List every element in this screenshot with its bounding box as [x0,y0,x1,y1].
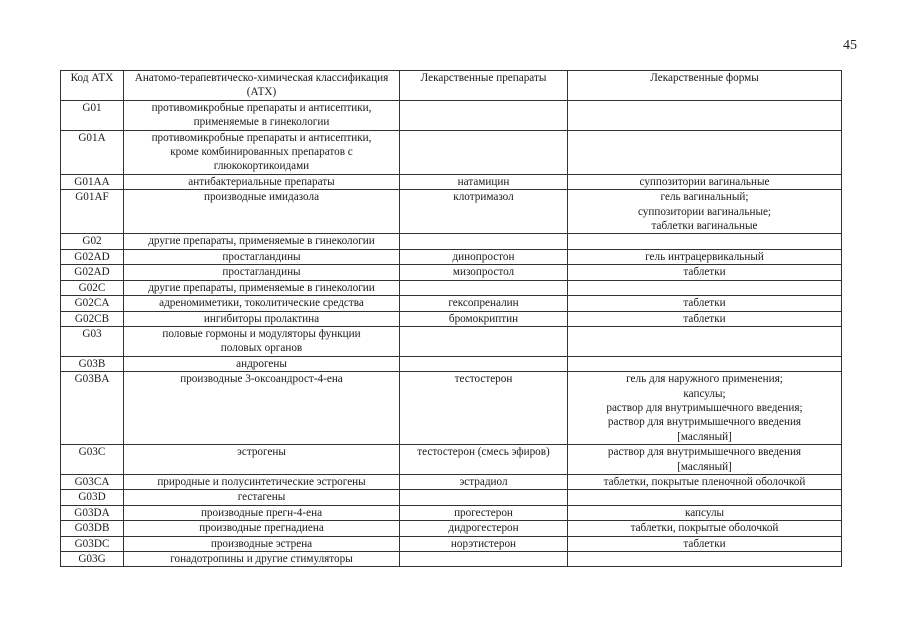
cell-form: таблетки, покрытые оболочкой [568,521,842,536]
cell-code: G02CA [61,296,124,311]
header-forms: Лекарственные формы [568,71,842,101]
cell-form [568,326,842,356]
table-row [61,356,842,371]
cell-classification: простагландины [124,249,400,264]
cell-form: гель вагинальный; суппозитории вагинальные; таблетки вагинальные [568,190,842,234]
cell-classification: адреномиметики, токолитические средства [124,296,400,311]
table-row [61,536,842,551]
table-row [61,474,842,489]
cell-classification: андрогены [124,356,400,371]
header-code: Код АТХ [61,71,124,101]
table-row [61,296,842,311]
cell-drug: мизопростол [400,265,568,280]
cell-classification: простагландины [124,265,400,280]
cell-code: G03 [61,326,124,356]
cell-form: гель для наружного применения; капсулы; раствор для внутримышечного введения; раствор для внутримышечного введения [масляный] [568,372,842,445]
cell-drug: дидрогестерон [400,521,568,536]
cell-classification: гестагены [124,490,400,505]
cell-classification: производные эстрена [124,536,400,551]
cell-drug: норэтистерон [400,536,568,551]
cell-form: раствор для внутримышечного введения [масляный] [568,445,842,475]
cell-code: G03D [61,490,124,505]
cell-form [568,130,842,174]
cell-drug: тестостерон (смесь эфиров) [400,445,568,475]
table-row [61,552,842,567]
cell-code: G03DC [61,536,124,551]
cell-form [568,356,842,371]
cell-code: G01 [61,100,124,130]
table-header-row [61,71,842,101]
cell-form: суппозитории вагинальные [568,174,842,189]
cell-form [568,490,842,505]
cell-code: G02 [61,234,124,249]
table-row [61,100,842,130]
table-row [61,280,842,295]
cell-drug: динопростон [400,249,568,264]
atx-table [60,70,842,567]
table-row [61,265,842,280]
table-body [61,100,842,567]
cell-code: G03CA [61,474,124,489]
cell-code: G03DB [61,521,124,536]
cell-form: капсулы [568,505,842,520]
table-row [61,130,842,174]
cell-code: G03DA [61,505,124,520]
table-row [61,490,842,505]
cell-drug: натамицин [400,174,568,189]
cell-classification: ингибиторы пролактина [124,311,400,326]
cell-code: G01AA [61,174,124,189]
cell-classification: антибактериальные препараты [124,174,400,189]
cell-classification: производные прегн-4-ена [124,505,400,520]
table-row [61,326,842,356]
cell-classification: гонадотропины и другие стимуляторы [124,552,400,567]
table-row [61,311,842,326]
cell-code: G02AD [61,249,124,264]
cell-drug [400,280,568,295]
cell-classification: производные 3-оксоандрост-4-ена [124,372,400,445]
cell-drug [400,356,568,371]
header-drugs: Лекарственные препараты [400,71,568,101]
table-row [61,190,842,234]
cell-drug: эстрадиол [400,474,568,489]
cell-code: G03C [61,445,124,475]
cell-classification: противомикробные препараты и антисептики, применяемые в гинекологии [124,100,400,130]
cell-classification: производные прегнадиена [124,521,400,536]
cell-classification: половые гормоны и модуляторы функции половых органов [124,326,400,356]
cell-code: G03B [61,356,124,371]
cell-form: таблетки, покрытые пленочной оболочкой [568,474,842,489]
cell-classification: другие препараты, применяемые в гинекологии [124,280,400,295]
table-row [61,445,842,475]
table-row [61,174,842,189]
cell-classification: природные и полусинтетические эстрогены [124,474,400,489]
cell-classification: производные имидазола [124,190,400,234]
table-row [61,521,842,536]
table-row [61,372,842,445]
cell-classification: другие препараты, применяемые в гинекологии [124,234,400,249]
cell-form: таблетки [568,296,842,311]
cell-form [568,280,842,295]
cell-code: G02C [61,280,124,295]
cell-form: таблетки [568,536,842,551]
cell-form: таблетки [568,265,842,280]
cell-drug [400,234,568,249]
cell-form: гель интрацервикальный [568,249,842,264]
cell-drug [400,326,568,356]
table-row [61,234,842,249]
cell-drug: тестостерон [400,372,568,445]
cell-classification: противомикробные препараты и антисептики, кроме комбинированных препаратов с глюкокортикоидами [124,130,400,174]
cell-form: таблетки [568,311,842,326]
cell-code: G03G [61,552,124,567]
cell-code: G03BA [61,372,124,445]
cell-code: G01A [61,130,124,174]
cell-form [568,234,842,249]
cell-drug [400,130,568,174]
cell-classification: эстрогены [124,445,400,475]
cell-drug [400,100,568,130]
cell-drug: прогестерон [400,505,568,520]
cell-form [568,552,842,567]
table-row [61,505,842,520]
page-number: 45 [843,38,857,53]
cell-drug: клотримазол [400,190,568,234]
header-classification: Анатомо-терапевтическо-химическая классификация (АТХ) [124,71,400,101]
cell-drug [400,552,568,567]
cell-code: G02AD [61,265,124,280]
table-row [61,249,842,264]
cell-drug: бромокриптин [400,311,568,326]
cell-code: G02CB [61,311,124,326]
cell-drug [400,490,568,505]
cell-form [568,100,842,130]
cell-code: G01AF [61,190,124,234]
cell-drug: гексопреналин [400,296,568,311]
